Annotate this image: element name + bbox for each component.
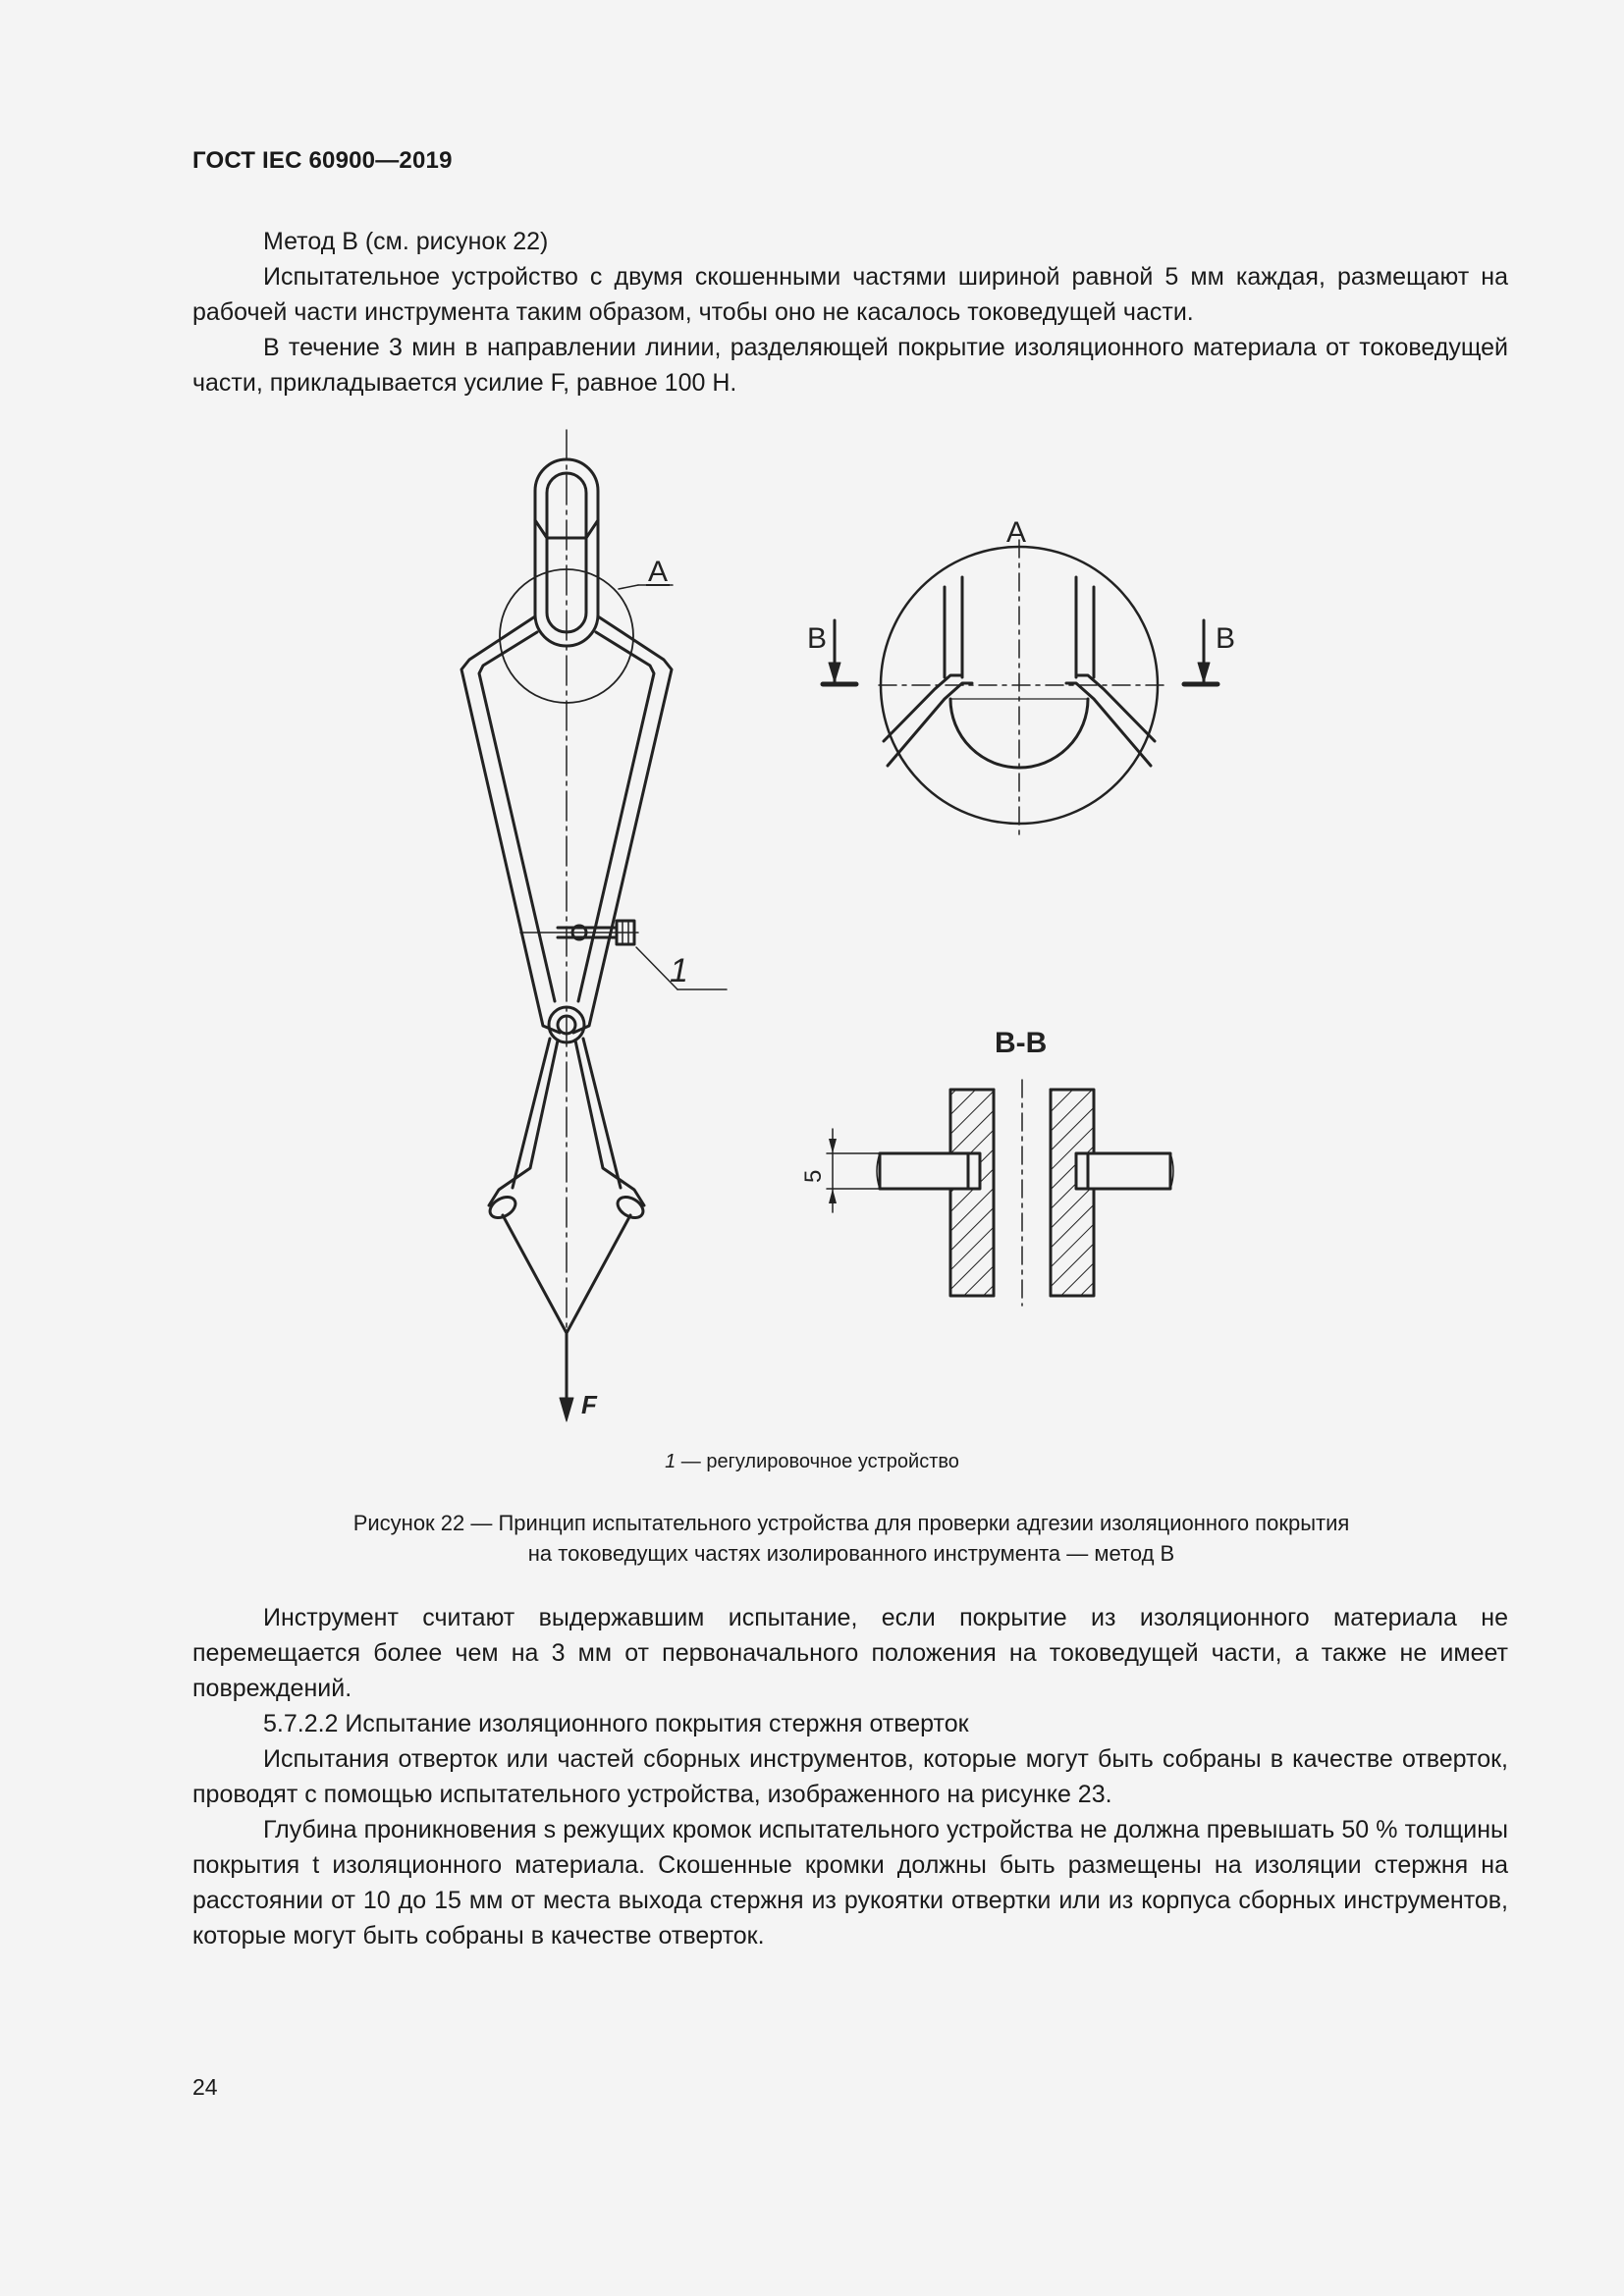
section-left-wall bbox=[950, 1090, 994, 1296]
caption-line-1: Рисунок 22 — Принцип испытательного устройства для проверки адгезии изоляционного покрытия bbox=[352, 1511, 1350, 1535]
force-label: F bbox=[581, 1390, 597, 1419]
intro-paragraph-2: В течение 3 мин в направлении линии, разделяющей покрытие изоляционного материала от токоведущей части, прикладывается усилие F, равное 100 Н. bbox=[192, 334, 1508, 397]
right-arm-outer bbox=[573, 616, 672, 1033]
left-arm-inner bbox=[479, 632, 555, 1001]
figure-legend bbox=[0, 1451, 1624, 1473]
lower-right-arm bbox=[575, 1041, 644, 1205]
body-section bbox=[192, 1600, 1508, 1953]
subsection-heading: 5.7.2.2 Испытание изоляционного покрытия стержня отверток bbox=[263, 1710, 969, 1737]
callout-1: 1 bbox=[670, 952, 688, 989]
label-a-main: A bbox=[648, 556, 669, 588]
legend-text: — регулировочное устройство bbox=[676, 1451, 959, 1472]
lower-left-arm bbox=[489, 1041, 558, 1205]
document-code: ГОСТ IEC 60900—2019 bbox=[192, 147, 453, 174]
left-arm-outer bbox=[461, 616, 560, 1033]
legend-number: 1 bbox=[665, 1451, 677, 1472]
body-paragraph-3: Глубина проникновения s режущих кромок испытательного устройства не должна превышать 50 % толщины покрытия t изоляционного материала. Скошенные кромки должны быть размещены на изоляции стержня на расстоянии от 10 до 15 мм от места выхода стержня из рукоятки отвертки или из корпуса сборных инструментов, которые могут быть собраны в качестве отверток. bbox=[192, 1816, 1508, 1949]
dimension-5: 5 bbox=[800, 1169, 827, 1183]
figure-caption bbox=[0, 1508, 1624, 1569]
label-b-right: B bbox=[1216, 622, 1236, 655]
body-paragraph-1: Инструмент считают выдержавшим испытание, если покрытие из изоляционного материала не перемещается более чем на 3 мм от первоначального положения на токоведущей части, а также не имеет повреждений. bbox=[192, 1604, 1508, 1702]
label-section-bb: B-B bbox=[995, 1027, 1048, 1059]
section-left-bar bbox=[880, 1153, 968, 1189]
method-heading: Метод B (см. рисунок 22) bbox=[263, 228, 549, 255]
intro-section bbox=[192, 224, 1508, 400]
force-arrow-head bbox=[560, 1398, 573, 1421]
section-right-bar bbox=[1088, 1153, 1170, 1189]
caption-line-2: на токоведущих частях изолированного инструмента — метод B bbox=[527, 1541, 1175, 1566]
page-number: 24 bbox=[192, 2074, 218, 2100]
right-arm-inner bbox=[578, 632, 654, 1001]
body-paragraph-2: Испытания отверток или частей сборных инструментов, которые могут быть собраны в качестве отверток, проводят с помощью испытательного устройства, изображенного на рисунке 23. bbox=[192, 1745, 1508, 1808]
label-a-detail: A bbox=[1006, 516, 1027, 549]
intro-paragraph-1: Испытательное устройство с двумя скошенными частями шириной равной 5 мм каждая, размещают на рабочей части инструмента таким образом, чтобы оно не касалось токоведущей части. bbox=[192, 263, 1508, 326]
figure-22-drawing bbox=[0, 412, 1624, 1472]
section-right-wall bbox=[1051, 1090, 1094, 1296]
label-b-left: B bbox=[807, 622, 828, 655]
